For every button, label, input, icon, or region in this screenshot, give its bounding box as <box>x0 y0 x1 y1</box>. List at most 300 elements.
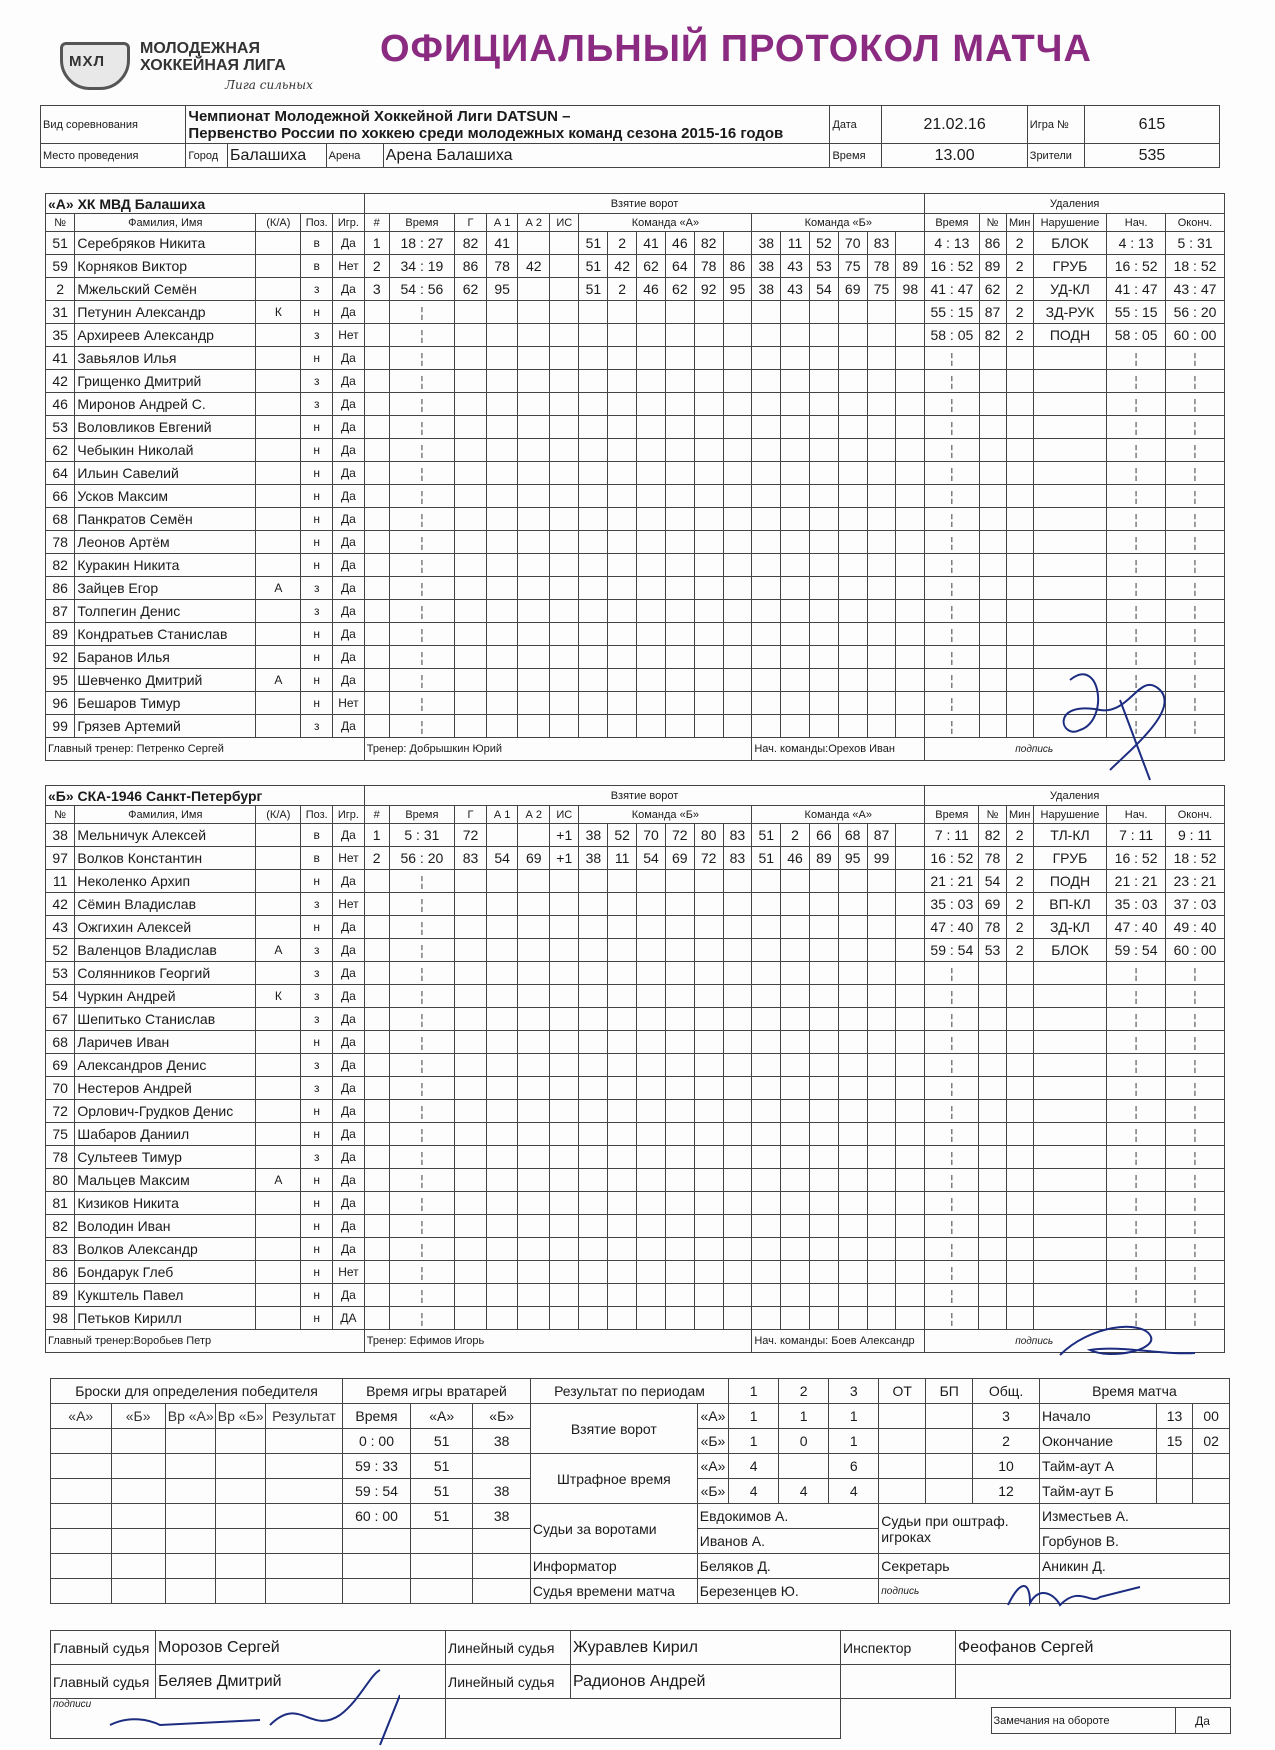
teamA-player-cell <box>256 347 301 370</box>
goal-time: 18 : 27 <box>389 232 455 255</box>
pen-min: 2 <box>1006 278 1033 301</box>
period-2-header: 2 <box>779 1379 829 1404</box>
teamA-col-3: Поз. <box>301 214 333 232</box>
teamB-player-cell: н <box>301 1192 333 1215</box>
pen-min: 2 <box>1006 301 1033 324</box>
table-row: 75 Шабаров Даниил н Да ¦ ¦ ¦ ¦ <box>46 1123 1225 1146</box>
table-row: 62 Чебыкин Николай н Да ¦ ¦ ¦ ¦ <box>46 439 1225 462</box>
teamA-player-cell: н <box>301 554 333 577</box>
teamB-player-cell: н <box>301 1123 333 1146</box>
signature-referees <box>100 1665 400 1750</box>
teamB-player-cell: 81 <box>46 1192 75 1215</box>
gk-col-b: «Б» <box>473 1404 530 1429</box>
pen-min: 2 <box>1006 232 1033 255</box>
teamA-player-cell <box>256 232 301 255</box>
teamA-player-cell: з <box>301 577 333 600</box>
signature-team-b <box>1050 1315 1200 1370</box>
pen-start: 7 : 11 <box>1107 824 1166 847</box>
teamB-player-cell: А <box>256 1169 301 1192</box>
teamA-goal-col-1: Время <box>389 214 455 232</box>
teamB-player-cell <box>256 824 301 847</box>
teamB-player-cell: 70 <box>46 1077 75 1100</box>
end-hour: 15 <box>1156 1429 1193 1454</box>
pen-end: 18 : 52 <box>1165 847 1224 870</box>
teamA-title: «А» ХК МВД Балашиха <box>46 194 365 214</box>
teamB-pen-col-4: Нач. <box>1107 806 1166 824</box>
arena-value: Арена Балашиха <box>383 144 830 168</box>
goal-time-empty: ¦ <box>389 416 455 439</box>
opp-onice-cell <box>896 824 925 847</box>
spectators-value: 535 <box>1084 144 1219 168</box>
teamB-player-cell: А <box>256 939 301 962</box>
teamB-player-cell: з <box>301 939 333 962</box>
teamA-player-cell: Да <box>333 600 365 623</box>
teamB-pen-col-0: Время <box>925 806 979 824</box>
opp-onice-cell: 52 <box>809 232 838 255</box>
pen-time: 55 : 15 <box>925 301 979 324</box>
informer-label: Информатор <box>530 1554 697 1579</box>
gk-row-1-a: 51 <box>410 1454 473 1479</box>
teamB-player-cell <box>256 1054 301 1077</box>
teamA-player-cell: К <box>256 301 301 324</box>
table-row: 80 Мальцев Максим А н Да ¦ ¦ ¦ ¦ <box>46 1169 1225 1192</box>
linesman-2-name: Радионов Андрей <box>571 1665 841 1699</box>
opp-onice-cell: 43 <box>781 278 810 301</box>
teamA-player-cell: з <box>301 278 333 301</box>
own-onice-cell: 78 <box>694 255 723 278</box>
teamB-player-cell: в <box>301 847 333 870</box>
teamA-player-cell: Завьялов Илья <box>75 347 256 370</box>
own-onice-cell: 38 <box>579 847 608 870</box>
pen-time: 35 : 03 <box>925 893 979 916</box>
teamB-player-cell <box>256 1261 301 1284</box>
teamA-player-cell: 53 <box>46 416 75 439</box>
teamA-player-cell: Шевченко Дмитрий <box>75 669 256 692</box>
own-onice-cell: 46 <box>665 232 694 255</box>
goals-b-p1: 1 <box>729 1429 779 1454</box>
teamB-player-cell: Да <box>333 1284 365 1307</box>
table-row: 69 Александров Денис з Да ¦ ¦ ¦ ¦ <box>46 1054 1225 1077</box>
goal-time-empty: ¦ <box>389 1123 455 1146</box>
table-row: 86 Бондарук Глеб н Нет ¦ ¦ ¦ ¦ <box>46 1261 1225 1284</box>
own-onice-cell: 72 <box>694 847 723 870</box>
teamB-pen-col-3: Нарушение <box>1033 806 1106 824</box>
own-onice-cell: 52 <box>608 824 637 847</box>
pen-start: 58 : 05 <box>1107 324 1166 347</box>
period-1-header: 1 <box>729 1379 779 1404</box>
table-row: 95 Шевченко Дмитрий А н Да ¦ ¦ ¦ ¦ <box>46 669 1225 692</box>
city-value: Балашиха <box>227 144 326 168</box>
pen-infraction: ГРУБ <box>1033 255 1106 278</box>
linesman-2-label: Линейный судья <box>446 1665 571 1699</box>
opp-onice-cell: 75 <box>838 255 867 278</box>
goals-label: Взятие ворот <box>530 1404 697 1454</box>
teamB-goal-col-3: А 1 <box>486 806 518 824</box>
pen-end: 23 : 21 <box>1165 870 1224 893</box>
teamA-player-cell <box>256 255 301 278</box>
teamB-pen-col-1: № <box>979 806 1006 824</box>
goal-time-empty: ¦ <box>389 1054 455 1077</box>
teamA-player-cell: в <box>301 232 333 255</box>
teamB-coach: Тренер: Ефимов Игорь <box>364 1330 752 1353</box>
pen-judge-2: Горбунов В. <box>1039 1529 1229 1554</box>
teamA-player-cell: Да <box>333 508 365 531</box>
goal-number: 3 <box>364 278 389 301</box>
goals-a-so <box>926 1404 973 1429</box>
pen-end: 9 : 11 <box>1165 824 1224 847</box>
opp-onice-cell: 69 <box>838 278 867 301</box>
page-title: ОФИЦИАЛЬНЫЙ ПРОТОКОЛ МАТЧА <box>380 28 1092 70</box>
goal-time-empty: ¦ <box>389 623 455 646</box>
goal-cell: 62 <box>455 278 487 301</box>
opp-onice-cell: 89 <box>809 847 838 870</box>
own-onice-cell: 95 <box>723 278 752 301</box>
pen-end: 5 : 31 <box>1165 232 1224 255</box>
table-row <box>46 893 1225 916</box>
goals-a-p2: 1 <box>779 1404 829 1429</box>
table-row: 53 Воловликов Евгений н Да ¦ ¦ ¦ ¦ <box>46 416 1225 439</box>
teamB-player-cell: Волков Александр <box>75 1238 256 1261</box>
table-row <box>46 324 1225 347</box>
pim-a-p1: 4 <box>729 1454 779 1479</box>
opp-onice-cell: 70 <box>838 232 867 255</box>
opp-onice-cell: 53 <box>809 255 838 278</box>
match-time-title: Время матча <box>1039 1379 1229 1404</box>
table-row: 54 Чуркин Андрей К з Да ¦ ¦ ¦ ¦ <box>46 985 1225 1008</box>
goal-judge-1: Евдокимов А. <box>697 1504 879 1529</box>
signature-team-a <box>1040 660 1190 790</box>
goal-time-empty: ¦ <box>389 600 455 623</box>
teamA-player-cell: Да <box>333 715 365 738</box>
teamB-player-cell: Да <box>333 1031 365 1054</box>
opp-onice-cell: 83 <box>867 232 896 255</box>
pen-time: 4 : 13 <box>925 232 979 255</box>
teamA-player-cell: Кондратьев Станислав <box>75 623 256 646</box>
own-onice-cell: 11 <box>608 847 637 870</box>
opp-onice-cell: 99 <box>867 847 896 870</box>
table-row: 96 Бешаров Тимур н Нет ¦ ¦ ¦ ¦ <box>46 692 1225 715</box>
teamB-player-cell: Шабаров Даниил <box>75 1123 256 1146</box>
table-row: 82 Володин Иван н Да ¦ ¦ ¦ ¦ <box>46 1215 1225 1238</box>
goal-time: 54 : 56 <box>389 278 455 301</box>
notes-label: Замечания на обороте <box>991 1708 1175 1734</box>
goal-time: 34 : 19 <box>389 255 455 278</box>
teamB-player-cell <box>256 847 301 870</box>
opp-onice-cell: 38 <box>752 232 781 255</box>
teamB-player-cell <box>256 916 301 939</box>
teamA-opp-label: Команда «Б» <box>752 214 925 232</box>
teamA-player-cell: 92 <box>46 646 75 669</box>
pen-judges-label: Судьи при оштраф. игроках <box>879 1504 1040 1554</box>
goal-cell: +1 <box>550 847 579 870</box>
teamB-goal-col-5: ИС <box>550 806 579 824</box>
goal-time-empty: ¦ <box>389 893 455 916</box>
table-row: 83 Волков Александр н Да ¦ ¦ ¦ ¦ <box>46 1238 1225 1261</box>
pen-player: 82 <box>979 824 1006 847</box>
teamA-player-cell: 87 <box>46 600 75 623</box>
teamB-player-cell: 80 <box>46 1169 75 1192</box>
teamB-player-cell: Мельничук Алексей <box>75 824 256 847</box>
pim-b-ot <box>879 1479 926 1504</box>
teamB-goal-col-1: Время <box>389 806 455 824</box>
pen-infraction: БЛОК <box>1033 232 1106 255</box>
goal-time-empty: ¦ <box>389 301 455 324</box>
goal-cell <box>550 255 579 278</box>
teamB-player-cell: н <box>301 916 333 939</box>
teamB-player-cell: Да <box>333 870 365 893</box>
gk-row-0-b: 38 <box>473 1429 530 1454</box>
table-row <box>46 301 1225 324</box>
teamB-player-cell: Да <box>333 939 365 962</box>
gk-row-2-time: 59 : 54 <box>343 1479 411 1504</box>
teamB-player-cell <box>256 1031 301 1054</box>
goal-time-empty: ¦ <box>389 1192 455 1215</box>
referee-1-name: Морозов Сергей <box>156 1631 446 1665</box>
notes-table <box>991 1707 1231 1734</box>
own-onice-cell: 80 <box>694 824 723 847</box>
pen-player: 54 <box>979 870 1006 893</box>
teamB-player-cell: 52 <box>46 939 75 962</box>
teamA-player-cell: Да <box>333 232 365 255</box>
teamB-player-cell: 97 <box>46 847 75 870</box>
opp-onice-cell: 66 <box>809 824 838 847</box>
goal-time-empty: ¦ <box>389 485 455 508</box>
referee-1-label: Главный судья <box>51 1631 156 1665</box>
own-onice-cell: 62 <box>665 278 694 301</box>
gk-row-0-time: 0 : 00 <box>343 1429 411 1454</box>
teamA-player-cell: Панкратов Семён <box>75 508 256 531</box>
teamA-player-cell: Баранов Илья <box>75 646 256 669</box>
secretary-label: Секретарь <box>879 1554 1040 1579</box>
goal-cell: 54 <box>486 847 518 870</box>
goal-cell <box>518 824 550 847</box>
table-row <box>46 232 1225 255</box>
own-onice-cell: 82 <box>694 232 723 255</box>
goal-cell: 86 <box>455 255 487 278</box>
goal-time-empty: ¦ <box>389 1077 455 1100</box>
teamA-player-cell: Да <box>333 416 365 439</box>
teamA-sign-label: подпись <box>925 738 1225 761</box>
gk-row-1-time: 59 : 33 <box>343 1454 411 1479</box>
teamB-player-cell: Нет <box>333 847 365 870</box>
teamB-player-cell: Да <box>333 1146 365 1169</box>
competition-name: Чемпионат Молодежной Хоккейной Лиги DATSUN – Первенство России по хоккею среди молодежных команд сезона 2015-16 годов <box>186 106 830 144</box>
table-row: 92 Баранов Илья н Да ¦ ¦ ¦ ¦ <box>46 646 1225 669</box>
pen-end: 18 : 52 <box>1165 255 1224 278</box>
pen-infraction: ПОДН <box>1033 870 1106 893</box>
opp-onice-cell: 43 <box>781 255 810 278</box>
goal-time-empty: ¦ <box>389 870 455 893</box>
teamA-goal-col-2: Г <box>455 214 487 232</box>
teamA-player-cell <box>256 393 301 416</box>
teamB-opp-label: Команда «А» <box>752 806 925 824</box>
pim-a-total: 10 <box>973 1454 1040 1479</box>
table-row: 81 Кизиков Никита н Да ¦ ¦ ¦ ¦ <box>46 1192 1225 1215</box>
table-row: 72 Орлович-Грудков Денис н Да ¦ ¦ ¦ ¦ <box>46 1100 1225 1123</box>
table-row: 78 Сультеев Тимур з Да ¦ ¦ ¦ ¦ <box>46 1146 1225 1169</box>
table-row: 68 Панкратов Семён н Да ¦ ¦ ¦ ¦ <box>46 508 1225 531</box>
teamA-player-cell: 41 <box>46 347 75 370</box>
teamB-player-cell: Да <box>333 824 365 847</box>
teamA-player-cell <box>256 370 301 393</box>
teamB-player-cell: Да <box>333 1215 365 1238</box>
place-label: Место проведения <box>41 144 186 168</box>
teamA-player-cell: 96 <box>46 692 75 715</box>
pen-min: 2 <box>1006 255 1033 278</box>
teamB-player-cell: Александров Денис <box>75 1054 256 1077</box>
teamA-player-cell: н <box>301 347 333 370</box>
teamB-goal-col-0: # <box>364 806 389 824</box>
pen-infraction: УД-КЛ <box>1033 278 1106 301</box>
teamB-player-cell <box>256 962 301 985</box>
teamA-player-cell: Да <box>333 669 365 692</box>
gk-row-3-a: 51 <box>410 1504 473 1529</box>
teamA-pen-col-3: Нарушение <box>1033 214 1106 232</box>
teamB-goal-col-2: Г <box>455 806 487 824</box>
teamA-goals-title: Взятие ворот <box>364 194 924 214</box>
teamA-player-cell: 46 <box>46 393 75 416</box>
teamB-player-cell: Нестеров Андрей <box>75 1077 256 1100</box>
teamB-player-cell: н <box>301 1169 333 1192</box>
teamB-player-cell: 11 <box>46 870 75 893</box>
table-row: 46 Миронов Андрей С. з Да ¦ ¦ ¦ ¦ <box>46 393 1225 416</box>
teamB-player-cell: Орлович-Грудков Денис <box>75 1100 256 1123</box>
start-label: Начало <box>1039 1404 1156 1429</box>
own-onice-cell: 46 <box>637 278 666 301</box>
teamA-player-cell: Да <box>333 554 365 577</box>
teamA-player-cell: Нет <box>333 255 365 278</box>
teamA-player-cell: Да <box>333 370 365 393</box>
teamA-player-cell: Куракин Никита <box>75 554 256 577</box>
teamB-chief: Нач. команды: Боев Александр <box>752 1330 925 1353</box>
teamB-goal-col-4: А 2 <box>518 806 550 824</box>
teamB-player-cell: 67 <box>46 1008 75 1031</box>
pim-b-p3: 4 <box>829 1479 879 1504</box>
teamB-player-cell: 78 <box>46 1146 75 1169</box>
timeout-a-label: Тайм-аут А <box>1039 1454 1156 1479</box>
pen-start: 59 : 54 <box>1107 939 1166 962</box>
goal-number: 1 <box>364 232 389 255</box>
teamA-player-cell: 31 <box>46 301 75 324</box>
teamA-player-cell: Корняков Виктор <box>75 255 256 278</box>
gk-row-1-b <box>473 1454 530 1479</box>
pen-end: 60 : 00 <box>1165 324 1224 347</box>
teamA-player-cell: Воловликов Евгений <box>75 416 256 439</box>
pim-b-so <box>926 1479 973 1504</box>
goal-cell: 42 <box>518 255 550 278</box>
goal-number: 2 <box>364 847 389 870</box>
teamA-player-cell <box>256 600 301 623</box>
secretary-sign-label: подпись <box>879 1579 1040 1604</box>
logo-text: МОЛОДЕЖНАЯ ХОККЕЙНАЯ ЛИГА <box>140 40 286 74</box>
teamB-player-cell: з <box>301 1146 333 1169</box>
pen-start: 16 : 52 <box>1107 847 1166 870</box>
pen-start: 41 : 47 <box>1107 278 1166 301</box>
teamA-pen-col-4: Нач. <box>1107 214 1166 232</box>
pen-infraction: ЗД-КЛ <box>1033 916 1106 939</box>
pim-a-p2 <box>779 1454 829 1479</box>
teamB-player-cell: 53 <box>46 962 75 985</box>
teamB-player-cell: з <box>301 985 333 1008</box>
teamA-goal-col-4: А 2 <box>518 214 550 232</box>
teamB-own-label: Команда «Б» <box>579 806 752 824</box>
teamA-pen-col-1: № <box>979 214 1006 232</box>
pen-player: 78 <box>979 847 1006 870</box>
teamB-col-2: (К/А) <box>256 806 301 824</box>
opp-onice-cell: 51 <box>752 847 781 870</box>
goal-time-empty: ¦ <box>389 1261 455 1284</box>
teamA-player-cell: н <box>301 531 333 554</box>
teamB-col-1: Фамилия, Имя <box>75 806 256 824</box>
teamA-player-cell: 42 <box>46 370 75 393</box>
teamB-player-cell: Ларичев Иван <box>75 1031 256 1054</box>
teamB-player-cell: 98 <box>46 1307 75 1330</box>
teamB-player-cell: Петьков Кирилл <box>75 1307 256 1330</box>
teamA-player-cell <box>256 485 301 508</box>
opp-onice-cell: 95 <box>838 847 867 870</box>
goal-judges-label: Судьи за воротами <box>530 1504 697 1554</box>
teamA-pen-title: Удаления <box>925 194 1225 214</box>
linesman-1-label: Линейный судья <box>446 1631 571 1665</box>
teamA-player-cell <box>256 692 301 715</box>
pim-b-p1: 4 <box>729 1479 779 1504</box>
teamA-player-cell: н <box>301 485 333 508</box>
time-value: 13.00 <box>882 144 1027 168</box>
table-row: 42 Грищенко Дмитрий з Да ¦ ¦ ¦ ¦ <box>46 370 1225 393</box>
table-row: 78 Леонов Артём н Да ¦ ¦ ¦ ¦ <box>46 531 1225 554</box>
table-row: 64 Ильин Савелий н Да ¦ ¦ ¦ ¦ <box>46 462 1225 485</box>
goal-cell: 41 <box>486 232 518 255</box>
teamA-player-cell: Да <box>333 347 365 370</box>
own-onice-cell: 69 <box>665 847 694 870</box>
pen-player: 82 <box>979 324 1006 347</box>
teamB-player-cell <box>256 1284 301 1307</box>
timeout-b-label: Тайм-аут Б <box>1039 1479 1156 1504</box>
own-onice-cell: 41 <box>637 232 666 255</box>
teamB-player-cell: 69 <box>46 1054 75 1077</box>
goal-time-empty: ¦ <box>389 692 455 715</box>
referee-signatures-label: подписи <box>51 1699 446 1739</box>
goal-time-empty: ¦ <box>389 646 455 669</box>
goal-cell <box>550 232 579 255</box>
pen-infraction: ЗД-РУК <box>1033 301 1106 324</box>
teamB-player-cell: н <box>301 1238 333 1261</box>
teamA-player-cell: Бешаров Тимур <box>75 692 256 715</box>
teamA-player-cell: Да <box>333 439 365 462</box>
teamA-player-cell: Да <box>333 278 365 301</box>
goal-cell: 83 <box>455 847 487 870</box>
teamA-player-cell: 35 <box>46 324 75 347</box>
teamA-player-cell: 64 <box>46 462 75 485</box>
pen-player: 53 <box>979 939 1006 962</box>
teamA-player-cell: Усков Максим <box>75 485 256 508</box>
pim-a-label: «А» <box>697 1454 728 1479</box>
shootout-col-a: «А» <box>51 1404 112 1429</box>
goal-time-empty: ¦ <box>389 577 455 600</box>
goals-a-p3: 1 <box>829 1404 879 1429</box>
pen-end: 43 : 47 <box>1165 278 1224 301</box>
goal-cell: 78 <box>486 255 518 278</box>
end-min: 02 <box>1193 1429 1230 1454</box>
gk-row-2-a: 51 <box>410 1479 473 1504</box>
goal-time-empty: ¦ <box>389 462 455 485</box>
opp-onice-cell: 2 <box>781 824 810 847</box>
teamB-player-cell: Сультеев Тимур <box>75 1146 256 1169</box>
own-onice-cell <box>723 232 752 255</box>
teamA-player-cell: н <box>301 416 333 439</box>
teamA-player-cell: 2 <box>46 278 75 301</box>
pen-time: 16 : 52 <box>925 255 979 278</box>
